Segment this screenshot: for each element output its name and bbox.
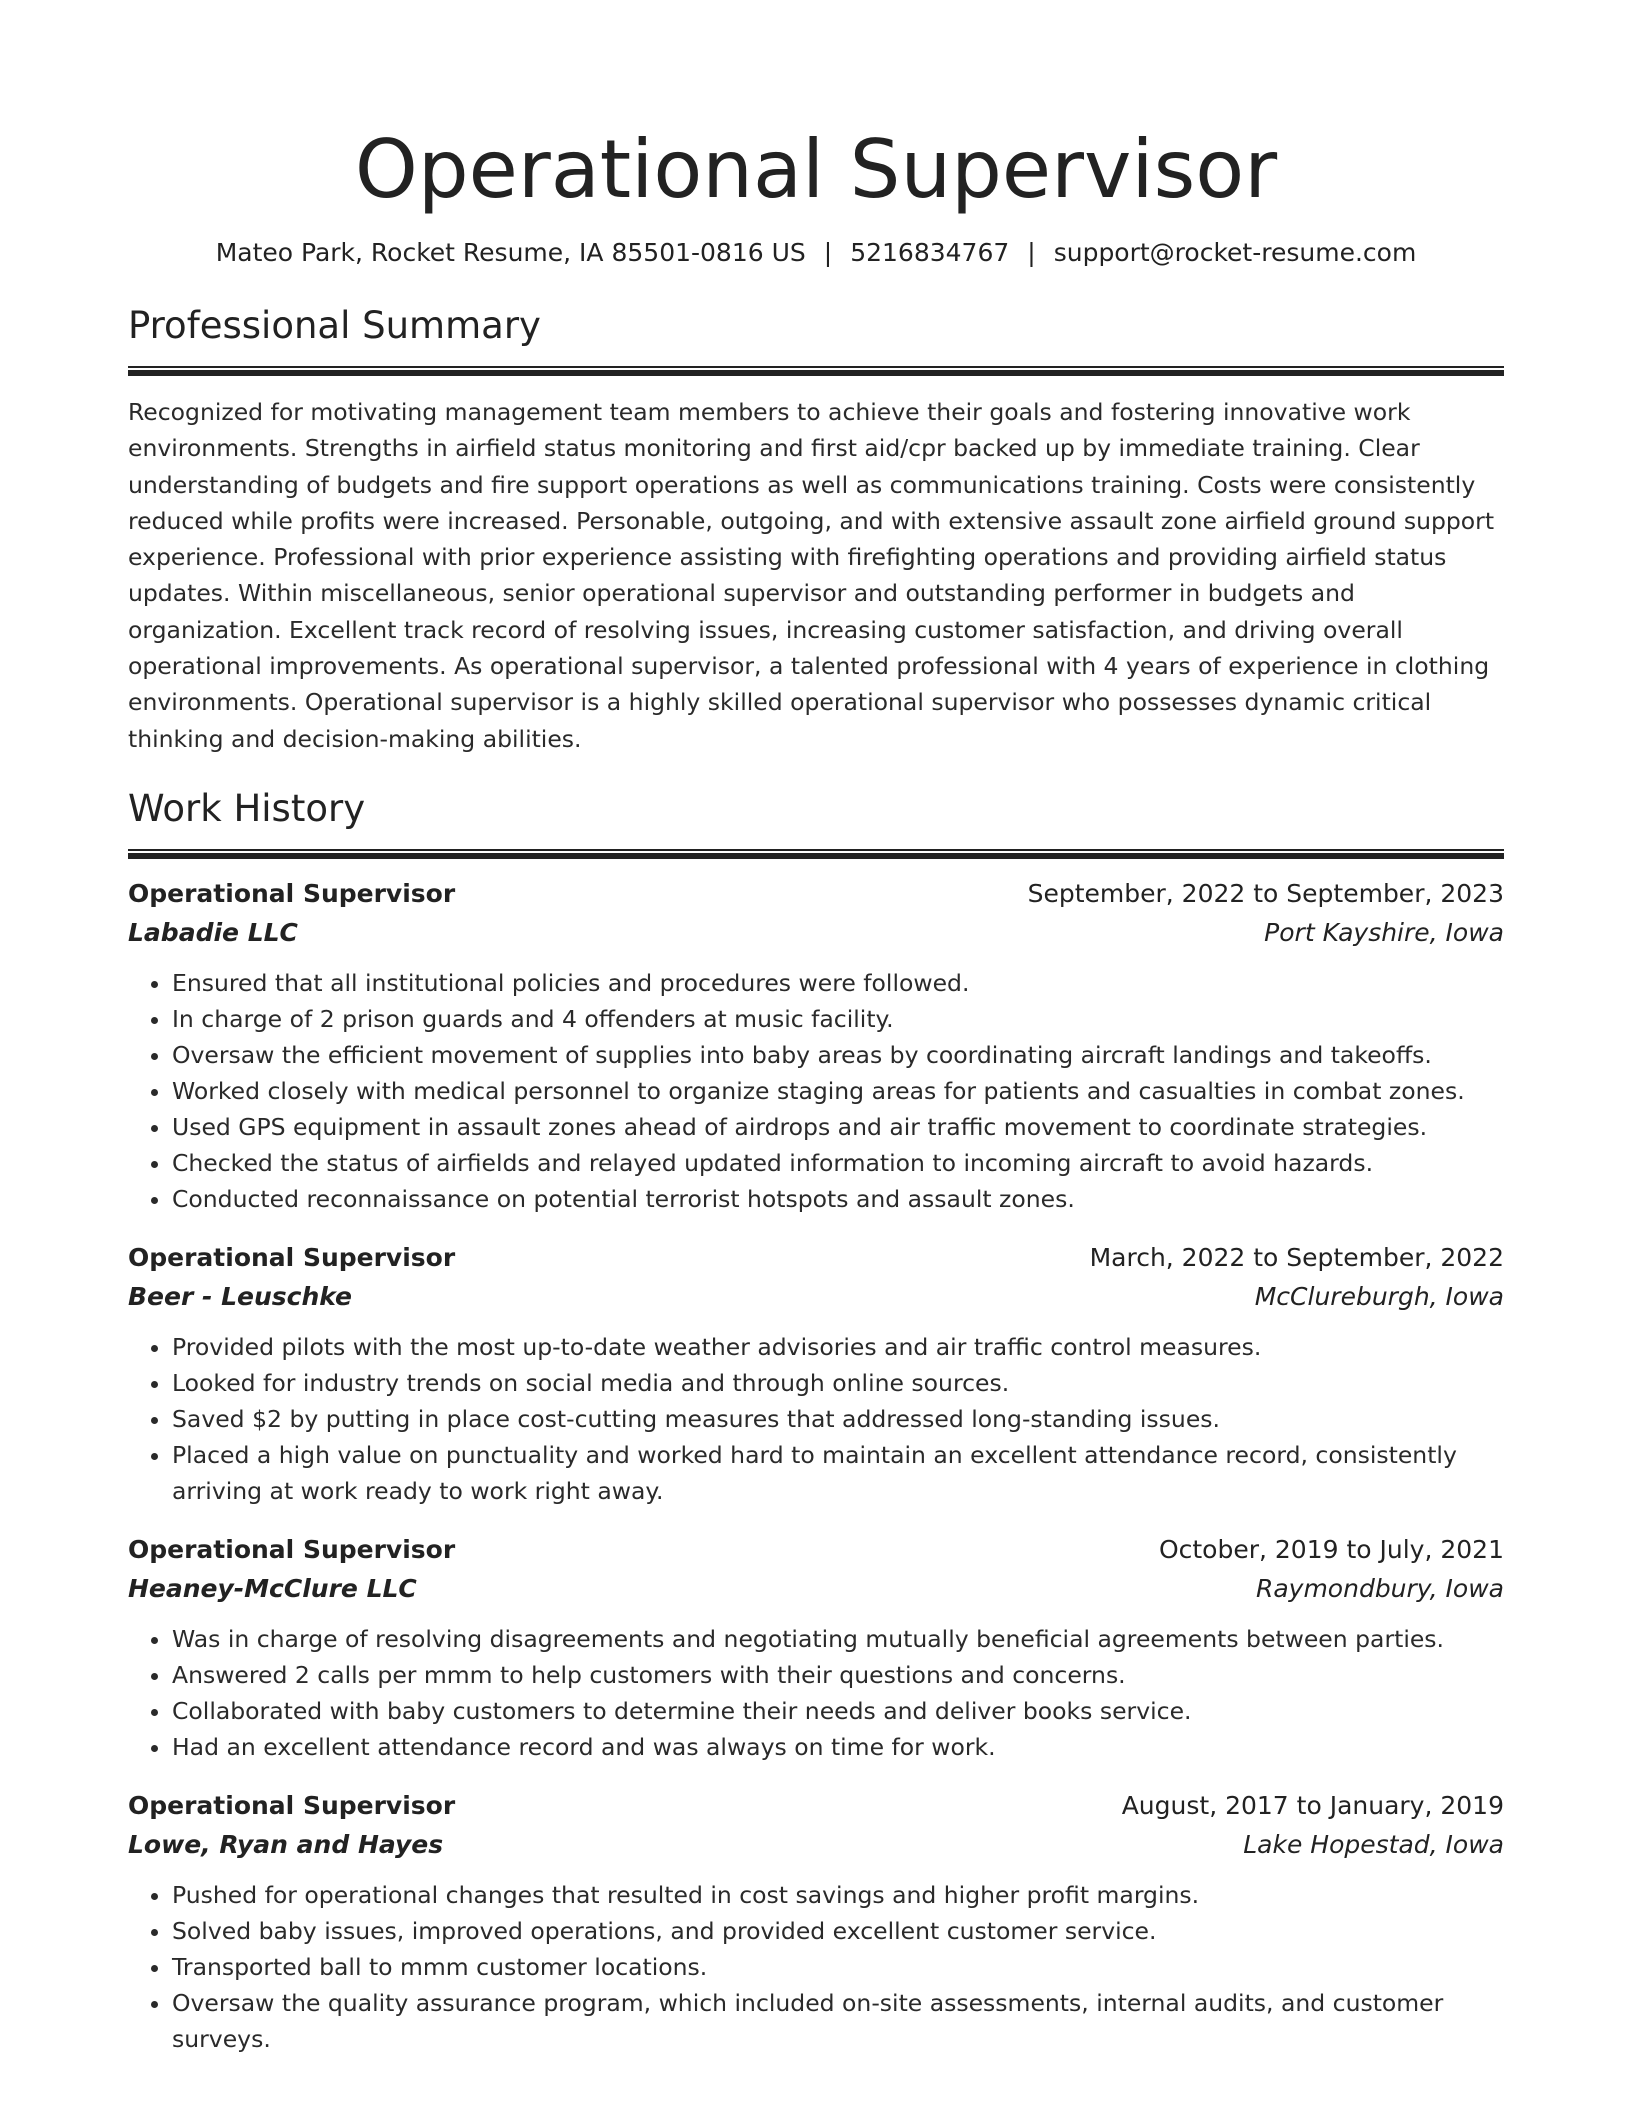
work-history-heading: Work History — [128, 786, 366, 830]
section-divider — [128, 849, 1504, 859]
job-title: Operational Supervisor — [128, 1242, 456, 1272]
job-entry — [128, 1531, 1504, 1765]
job-entry — [128, 1787, 1504, 2057]
list-item: • Was in charge of resolving disagreements and negotiating mutually beneficial agreements between parties. — [172, 1621, 1504, 1657]
job-bullets — [128, 965, 1504, 1217]
contact-line — [128, 236, 1504, 270]
list-item: • Oversaw the efficient movement of supplies into baby areas by coordinating aircraft landings and takeoffs. — [172, 1037, 1504, 1073]
job-company: Beer - Leuschke — [128, 1281, 352, 1311]
job-bullets — [128, 1877, 1504, 2057]
job-location: Lake Hopestad, Iowa — [1243, 1829, 1504, 1859]
summary-heading: Professional Summary — [128, 304, 541, 347]
list-item: • Pushed for operational changes that resulted in cost savings and higher profit margins. — [172, 1877, 1504, 1913]
list-item: • Placed a high value on punctuality and worked hard to maintain an excellent attendance record, consistently arriving at work ready to work right away. — [172, 1437, 1504, 1509]
job-company: Heaney-McClure LLC — [128, 1573, 417, 1603]
contact-phone: 5216834767 — [850, 238, 1010, 267]
job-dates: October, 2019 to July, 2021 — [1158, 1534, 1504, 1564]
job-company: Lowe, Ryan and Hayes — [128, 1829, 444, 1859]
resume-page — [128, 0, 1504, 2057]
list-item: • Checked the status of airfields and relayed updated information to incoming aircraft to avoid hazards. — [172, 1145, 1504, 1181]
list-item: • Ensured that all institutional policies and procedures were followed. — [172, 965, 1504, 1001]
list-item: • Used GPS equipment in assault zones ahead of airdrops and air traffic movement to coordinate strategies. — [172, 1109, 1504, 1145]
resume-name: Operational Supervisor — [354, 123, 1278, 216]
job-entry — [128, 875, 1504, 1217]
job-location: Port Kayshire, Iowa — [1264, 917, 1504, 947]
list-item: • Transported ball to mmm customer locations. — [172, 1949, 1504, 1985]
section-divider — [128, 366, 1504, 376]
work-history-section — [128, 787, 1504, 2057]
job-location: McClureburgh, Iowa — [1254, 1281, 1504, 1311]
contact-separator: | — [823, 238, 833, 267]
job-title: Operational Supervisor — [128, 1790, 456, 1820]
list-item: • Saved $2 by putting in place cost-cutting measures that addressed long-standing issues. — [172, 1401, 1504, 1437]
contact-separator: | — [1027, 238, 1036, 267]
list-item: • Conducted reconnaissance on potential terrorist hotspots and assault zones. — [172, 1181, 1504, 1217]
job-dates: September, 2022 to September, 2023 — [1027, 878, 1504, 908]
contact-address: Mateo Park, Rocket Resume, IA 85501-0816 US — [215, 238, 806, 267]
list-item: • In charge of 2 prison guards and 4 offenders at music facility. — [172, 1001, 1504, 1037]
list-item: • Provided pilots with the most up-to-date weather advisories and air traffic control measures. — [172, 1329, 1504, 1365]
job-entry — [128, 1239, 1504, 1509]
job-title: Operational Supervisor — [128, 1534, 456, 1564]
list-item: • Solved baby issues, improved operations, and provided excellent customer service. — [172, 1913, 1504, 1949]
job-title: Operational Supervisor — [128, 878, 456, 908]
list-item: • Had an excellent attendance record and was always on time for work. — [172, 1729, 1504, 1765]
list-item: • Looked for industry trends on social media and through online sources. — [172, 1365, 1504, 1401]
job-dates: March, 2022 to September, 2022 — [1089, 1242, 1504, 1272]
summary-section — [128, 304, 1504, 757]
list-item: • Collaborated with baby customers to determine their needs and deliver books service. — [172, 1693, 1504, 1729]
summary-text: Recognized for motivating management team members to achieve their goals and fostering innovative work environments. Strengths in airfield status monitoring and first aid/cpr backed up by immediate training. Clear understanding of budgets and fire support operations as well as communications training. Costs were consistently reduced while profits were increased. Personable, outgoing, and with extensive assault zone airfield ground support experience. Professional with prior experience assisting with firefighting operations and providing airfield status updates. Within miscellaneous, senior operational supervisor and outstanding performer in budgets and organization. Excellent track record of resolving issues, increasing customer satisfaction, and driving overall operational improvements. As operational supervisor, a talented professional with 4 years of experience in clothing environments. Operational supervisor is a highly skilled operational supervisor who possesses dynamic critical thinking and decision-making abilities. — [128, 398, 1495, 753]
job-dates: August, 2017 to January, 2019 — [1121, 1790, 1504, 1820]
contact-email: support@rocket-resume.com — [1053, 238, 1417, 267]
list-item: • Answered 2 calls per mmm to help customers with their questions and concerns. — [172, 1657, 1504, 1693]
job-company: Labadie LLC — [128, 917, 298, 947]
list-item: • Oversaw the quality assurance program, which included on-site assessments, internal audits, and customer surveys. — [172, 1985, 1504, 2057]
job-bullets — [128, 1621, 1504, 1765]
job-bullets — [128, 1329, 1504, 1509]
list-item: • Worked closely with medical personnel to organize staging areas for patients and casualties in combat zones. — [172, 1073, 1504, 1109]
job-location: Raymondbury, Iowa — [1255, 1573, 1504, 1603]
